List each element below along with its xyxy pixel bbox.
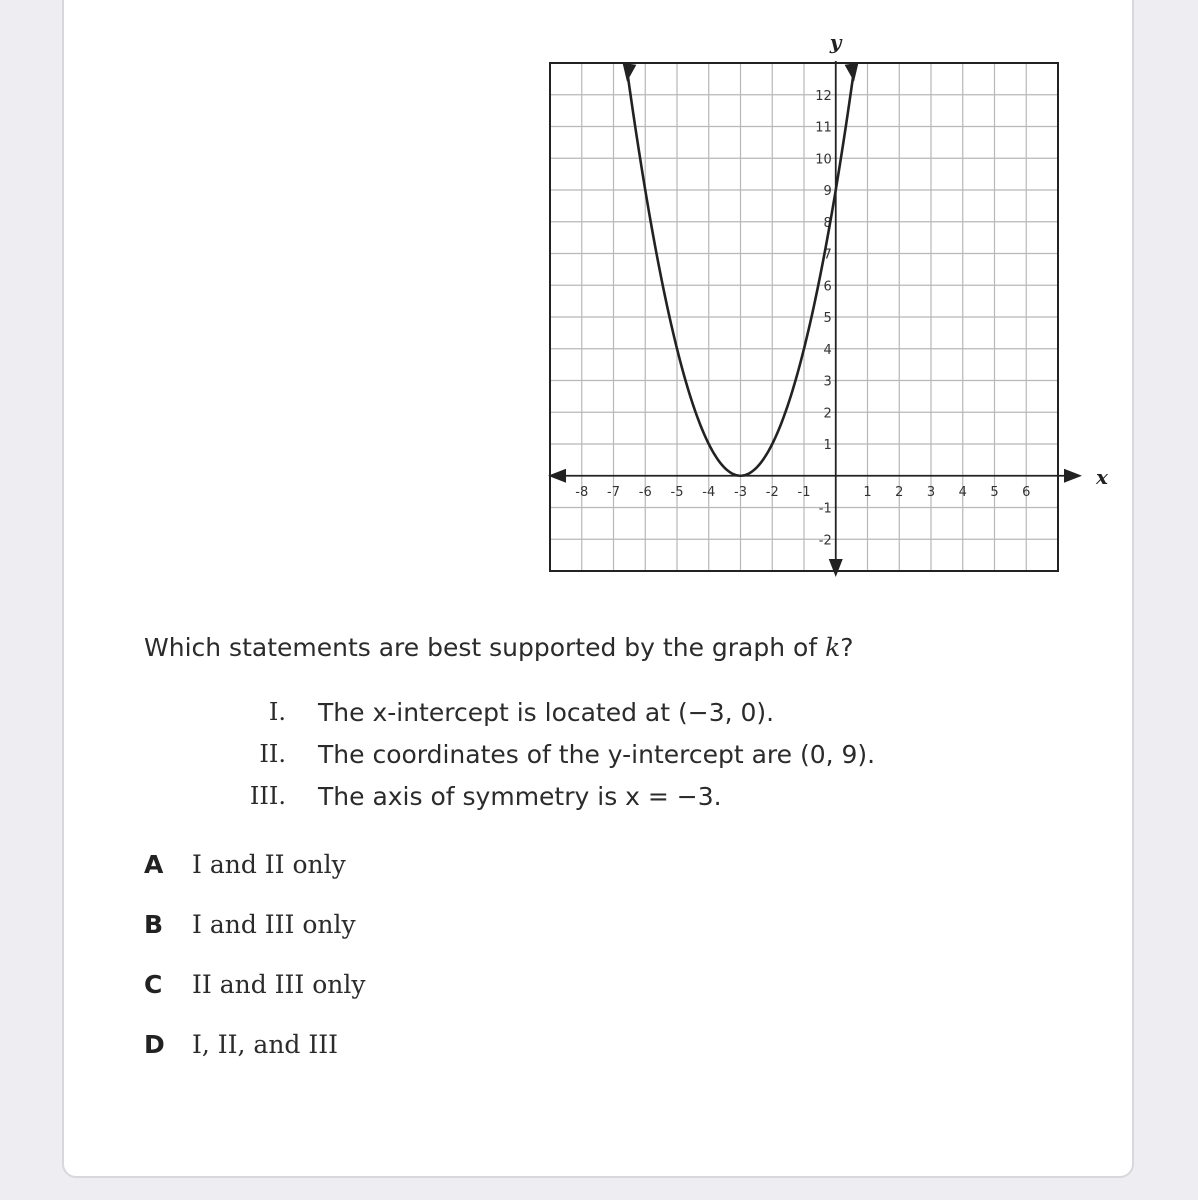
statement-number-3: III. bbox=[249, 782, 286, 810]
x-tick-label: -6 bbox=[638, 484, 652, 500]
statement-number-2: II. bbox=[259, 740, 286, 768]
y-tick-label: 6 bbox=[823, 279, 832, 295]
graph bbox=[484, 27, 1108, 587]
x-tick-label: 4 bbox=[958, 484, 967, 500]
x-axis-label: x bbox=[1096, 464, 1108, 489]
y-tick-label: 8 bbox=[823, 215, 832, 231]
choice-a-letter: A bbox=[144, 849, 164, 879]
question-suffix: ? bbox=[840, 633, 854, 662]
x-tick-label: -1 bbox=[797, 484, 811, 500]
x-tick-label: 6 bbox=[1022, 484, 1031, 500]
x-tick-label: -4 bbox=[702, 484, 716, 500]
x-tick-label: 1 bbox=[863, 484, 872, 500]
statement-3: The axis of symmetry is x = −3. bbox=[318, 782, 722, 811]
choice-d-letter: D bbox=[144, 1029, 165, 1059]
y-tick-label: 3 bbox=[823, 374, 832, 390]
choice-a-text: I and II only bbox=[192, 849, 346, 879]
question-card bbox=[62, 0, 1134, 1178]
question-text bbox=[144, 633, 854, 662]
y-tick-label: 11 bbox=[815, 120, 832, 136]
x-tick-label: -8 bbox=[575, 484, 589, 500]
choice-c[interactable] bbox=[144, 964, 366, 1004]
choice-b-letter: B bbox=[144, 909, 164, 939]
y-tick-label: -1 bbox=[818, 501, 832, 517]
y-tick-label: 10 bbox=[815, 152, 832, 168]
y-tick-label: 7 bbox=[823, 247, 832, 263]
y-tick-label: 4 bbox=[823, 342, 832, 358]
x-tick-label: -3 bbox=[734, 484, 747, 500]
y-tick-label: 12 bbox=[815, 88, 832, 104]
y-tick-label: 1 bbox=[823, 438, 832, 453]
question-prefix: Which statements are best supported by the graph of bbox=[144, 633, 826, 662]
choice-c-letter: C bbox=[144, 969, 163, 999]
choice-b[interactable] bbox=[144, 904, 356, 944]
x-tick-label: -2 bbox=[765, 484, 779, 500]
x-tick-label: 2 bbox=[895, 484, 904, 500]
choice-d-text: I, II, and III bbox=[192, 1029, 338, 1059]
choice-a[interactable] bbox=[144, 844, 346, 884]
statement-1: The x-intercept is located at (−3, 0). bbox=[318, 698, 775, 727]
statement-2: The coordinates of the y-intercept are (0, 9). bbox=[318, 740, 876, 769]
x-tick-label: -7 bbox=[607, 484, 620, 500]
y-tick-label: -2 bbox=[818, 533, 832, 549]
question-variable: k bbox=[825, 633, 841, 662]
y-axis-down-arrow bbox=[829, 559, 843, 577]
statement-number-1: I. bbox=[268, 698, 286, 726]
x-axis-right-arrow bbox=[1064, 469, 1082, 483]
x-tick-label: -5 bbox=[670, 484, 684, 500]
y-axis-label: y bbox=[829, 30, 842, 54]
coordinate-grid bbox=[484, 27, 1108, 587]
y-tick-label: 5 bbox=[823, 311, 832, 326]
x-tick-label: 3 bbox=[926, 484, 936, 500]
choice-d[interactable] bbox=[144, 1024, 338, 1064]
y-tick-label: 9 bbox=[823, 184, 832, 199]
choice-b-text: I and III only bbox=[192, 909, 356, 939]
choice-c-text: II and III only bbox=[192, 969, 366, 999]
y-tick-label: 2 bbox=[823, 406, 832, 422]
x-tick-label: 5 bbox=[990, 484, 999, 500]
